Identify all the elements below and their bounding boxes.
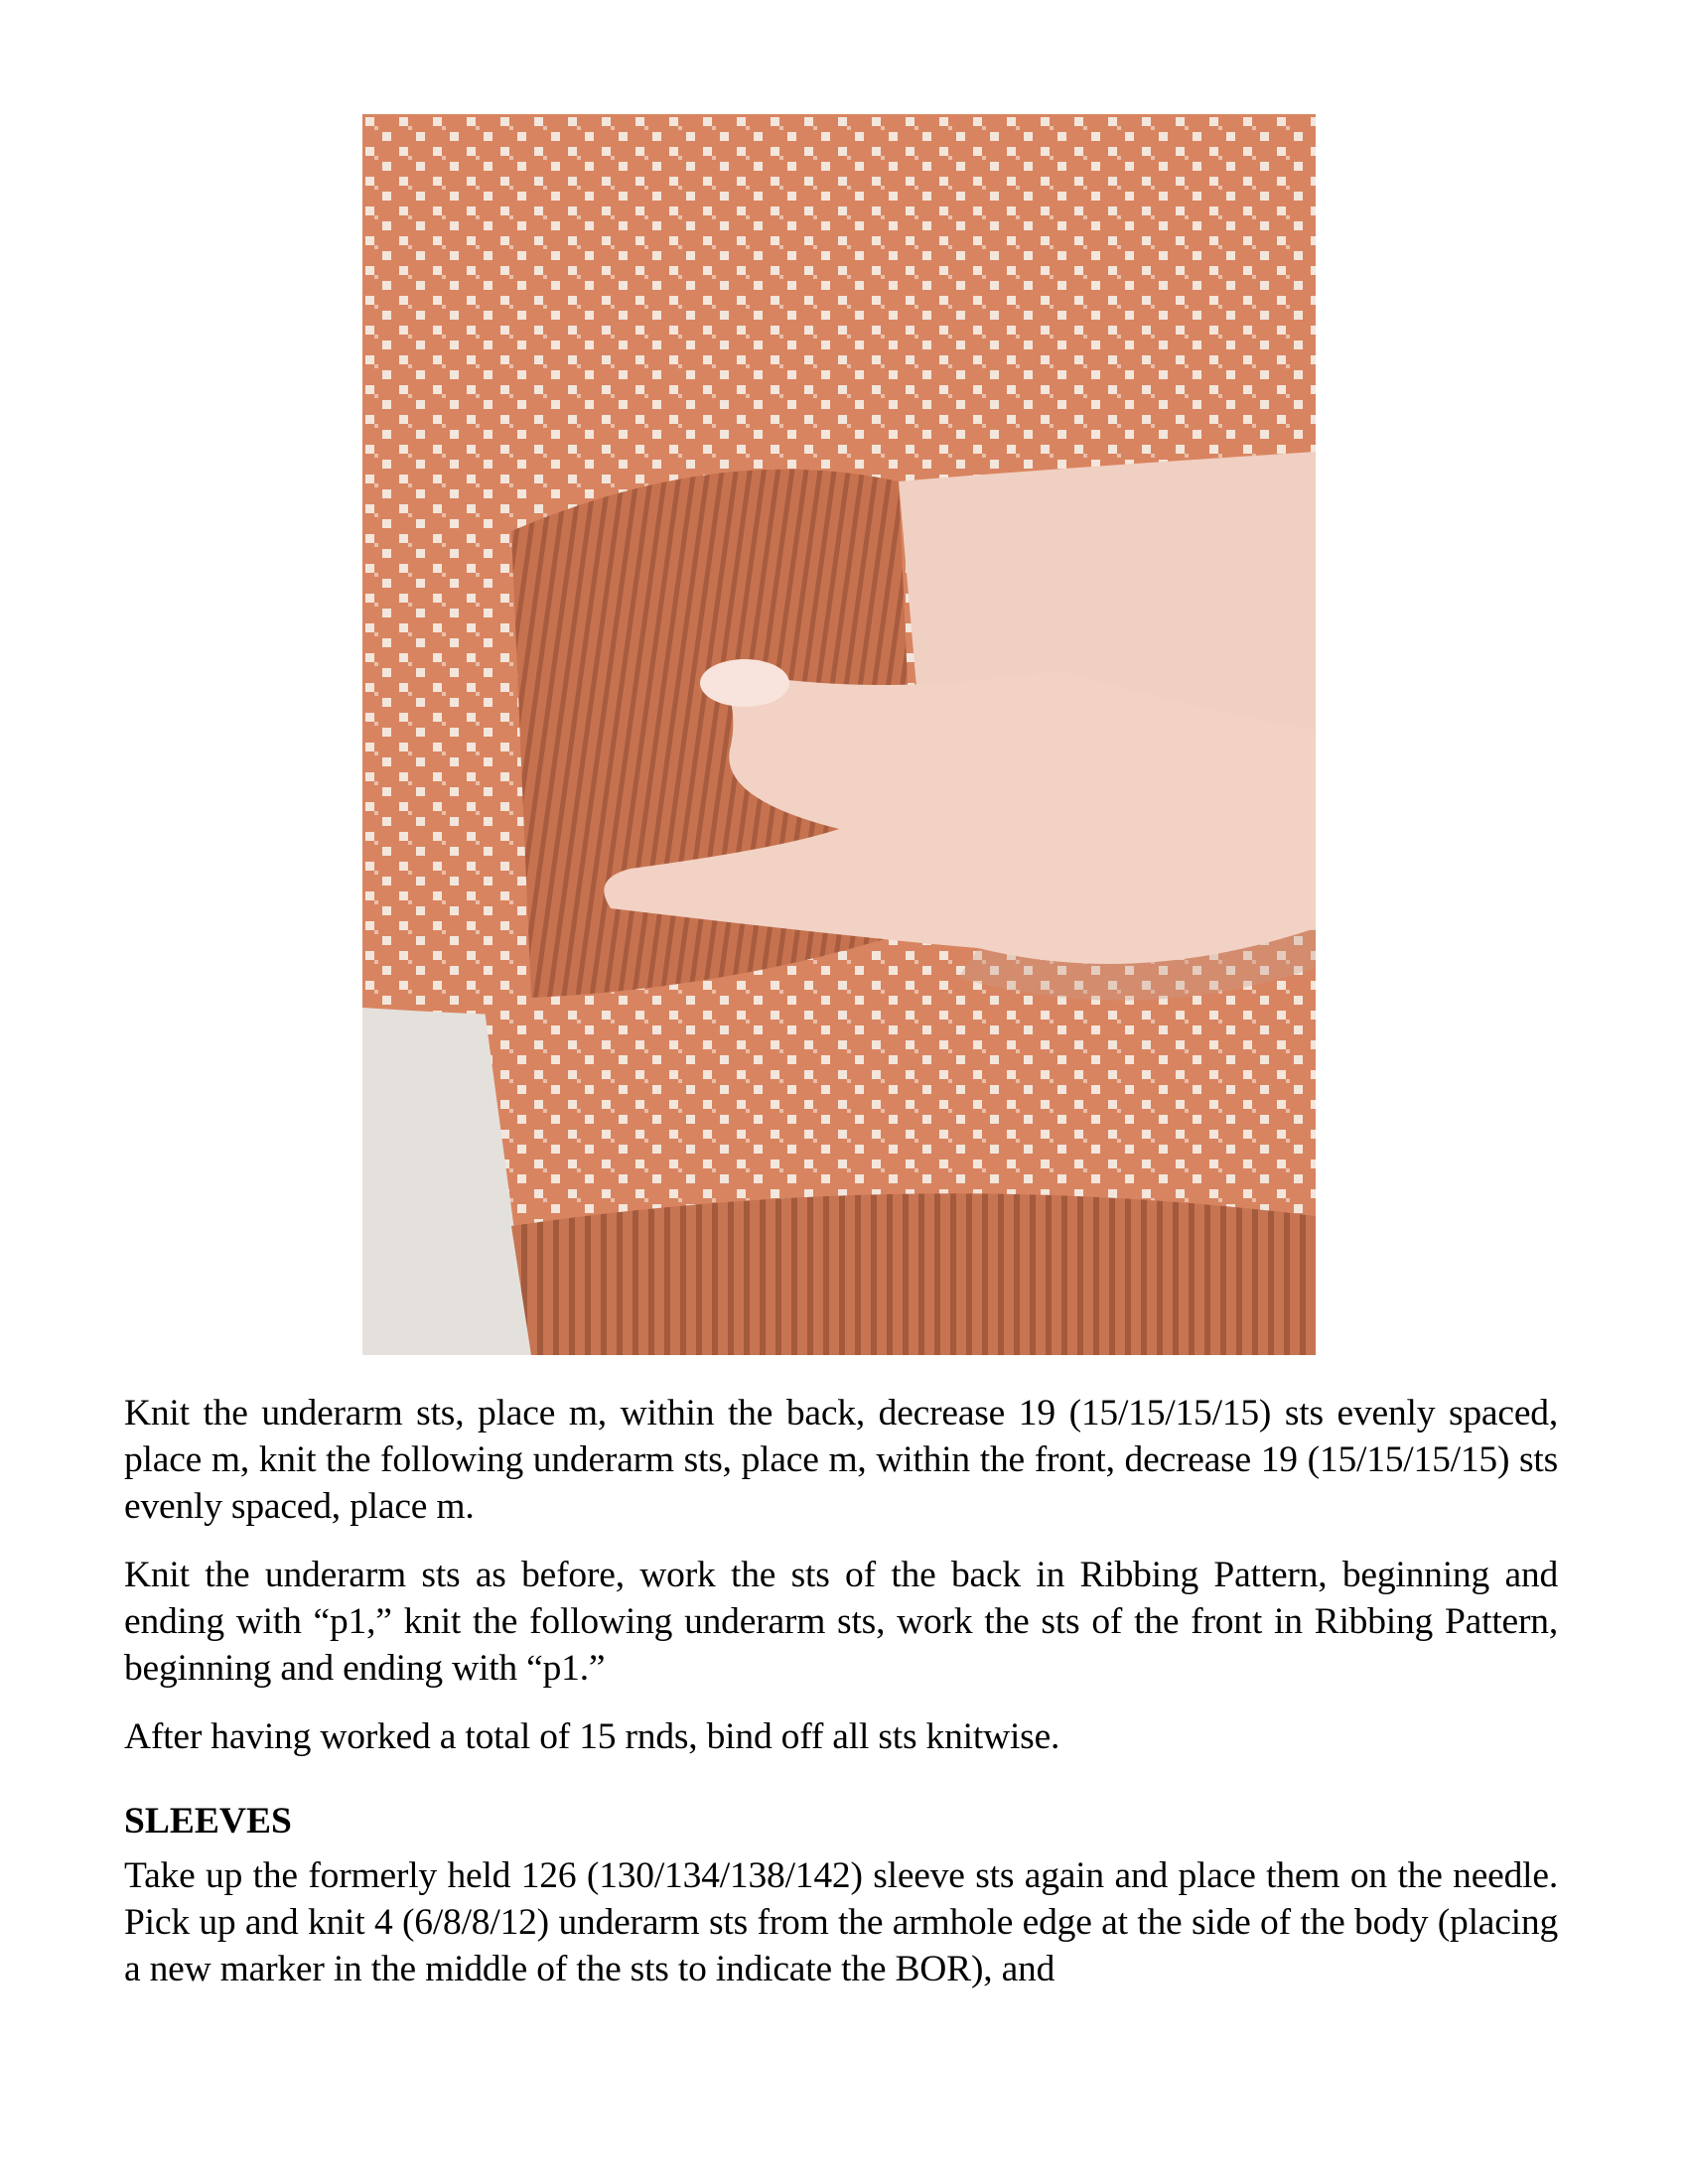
pattern-text bbox=[124, 1390, 1558, 2014]
section-heading: SLEEVES bbox=[124, 1801, 292, 1842]
paragraph-sleeves: Take up the formerly held 126 (130/134/138/142) sleeve sts again and place them on the needle. Pick up and knit 4 (6/8/8/12) underarm sts from the armhole edge at the side of the body (placing a new marker in the middle of the sts to indicate the BOR), and bbox=[124, 1855, 1558, 1989]
paragraph-ribbing: Knit the underarm sts as before, work the sts of the back in Ribbing Pattern, beginning and ending with “p1,” knit the following underarm sts, work the sts of the front in Ribbing Pattern, beginning and ending with “p1.” bbox=[124, 1555, 1558, 1689]
sweater-photo bbox=[362, 114, 1316, 1355]
paragraph-bind-off: After having worked a total of 15 rnds, bind off all sts knitwise. bbox=[124, 1716, 1060, 1757]
paragraph-underarm-decrease: Knit the underarm sts, place m, within the back, decrease 19 (15/15/15/15) sts evenly spaced, place m, knit the following underarm sts, place m, within the front, decrease 19 (15/15/15/15) sts evenly spaced, place m. bbox=[124, 1393, 1558, 1527]
